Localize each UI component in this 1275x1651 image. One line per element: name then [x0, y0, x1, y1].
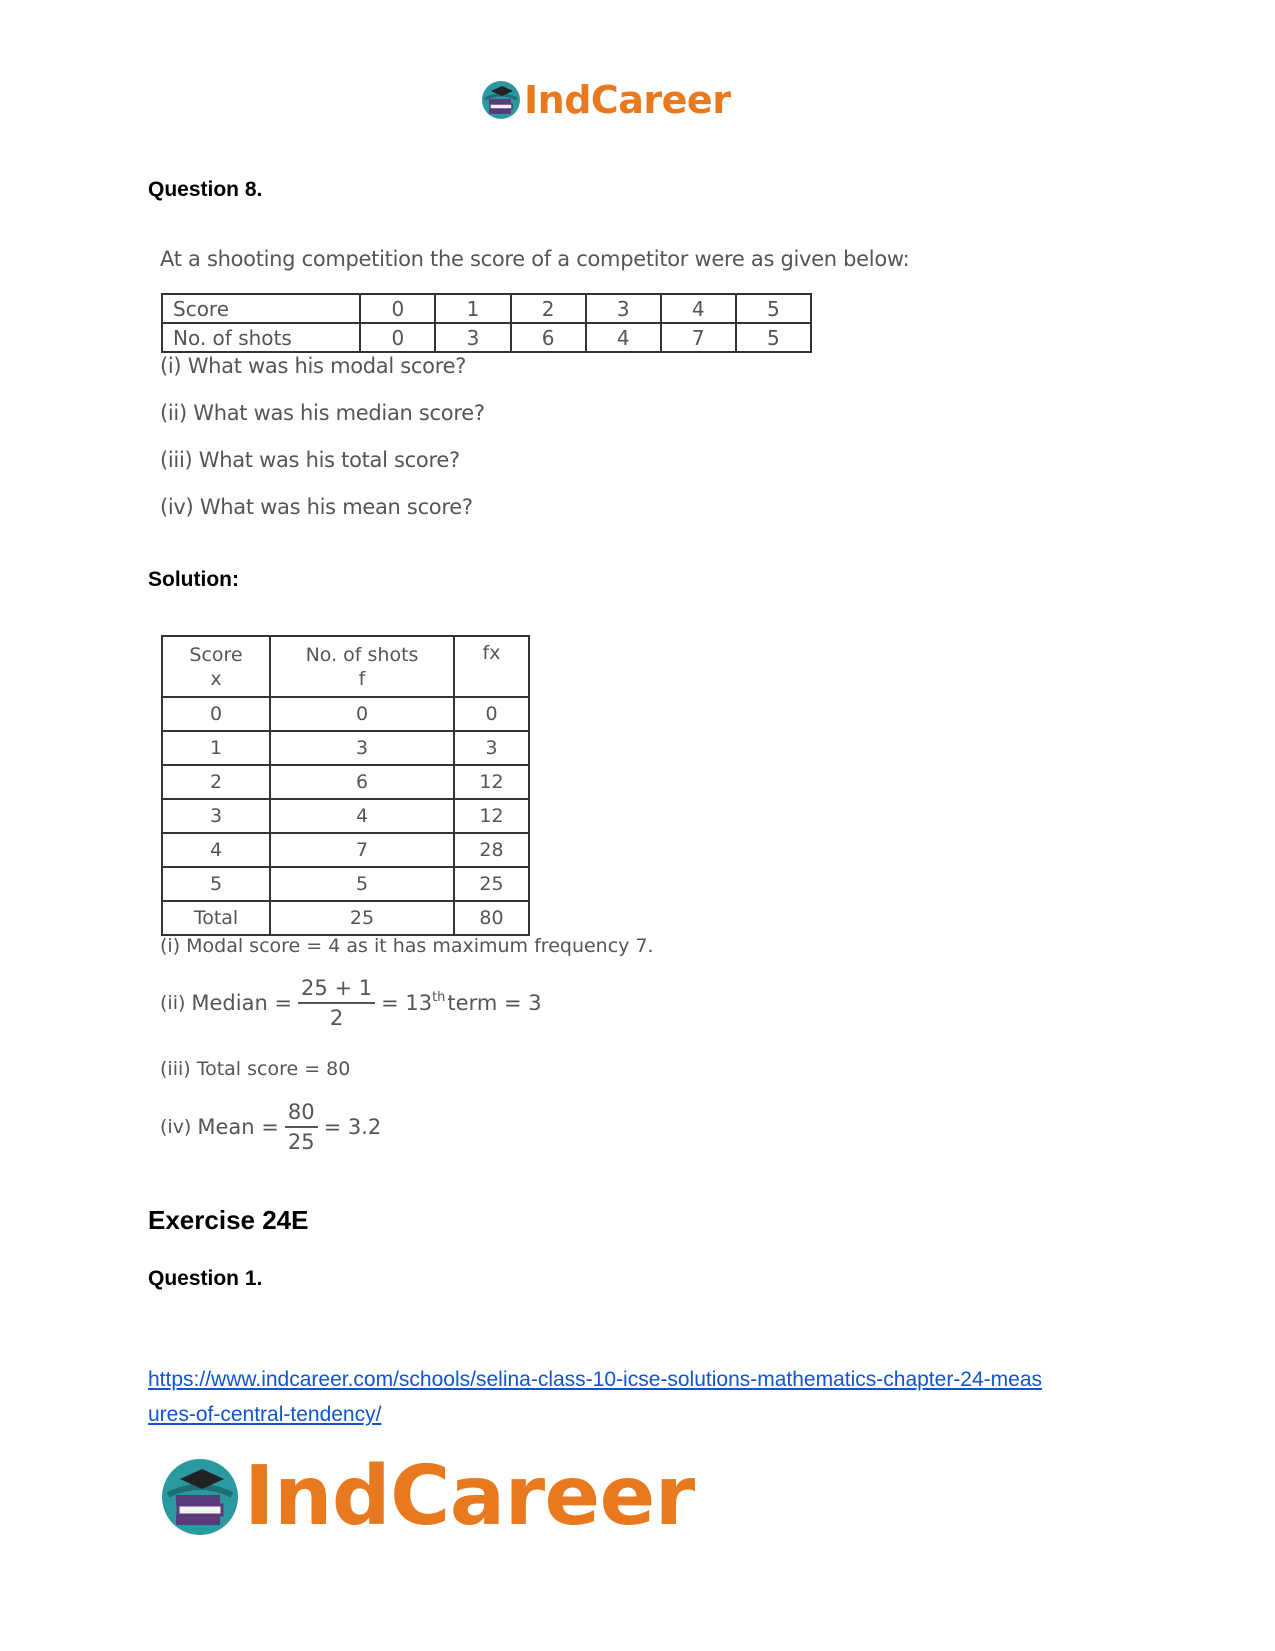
- table-cell: 5: [162, 867, 270, 901]
- solution-table: [161, 635, 530, 936]
- table-cell: 3: [586, 294, 661, 323]
- mean-fraction: [285, 1100, 318, 1154]
- mean-answer: [160, 1100, 381, 1154]
- median-fraction: [298, 976, 375, 1030]
- source-link-line-2[interactable]: ures-of-central-tendency/: [148, 1403, 382, 1426]
- table-row: [162, 731, 529, 765]
- table-cell: 28: [454, 833, 529, 867]
- question-8-title: Question 8.: [148, 178, 263, 201]
- mean-numerator: 80: [285, 1100, 318, 1128]
- table-row: [162, 799, 529, 833]
- table-cell: 5: [736, 294, 811, 323]
- table-row: [162, 867, 529, 901]
- table-cell: 3: [162, 799, 270, 833]
- header-logo-text: IndCareer: [524, 78, 731, 122]
- row-label: No. of shots: [162, 323, 360, 352]
- table-cell: 3: [454, 731, 529, 765]
- footer-logo: [158, 1449, 695, 1544]
- solution-table-header: [162, 636, 529, 697]
- header-fx: [454, 636, 529, 697]
- source-link-line-1[interactable]: https://www.indcareer.com/schools/selina-class-10-icse-solutions-mathematics-chapter-24-meas: [148, 1368, 1043, 1391]
- median-prefix: (ii): [160, 992, 186, 1014]
- header-text: No. of shots: [305, 643, 419, 666]
- table-cell: 0: [360, 294, 435, 323]
- mean-prefix: (iv): [160, 1116, 192, 1138]
- table-cell: 5: [270, 867, 454, 901]
- header-symbol: f: [358, 667, 366, 690]
- footer-logo-text: IndCareer: [244, 1449, 695, 1544]
- median-sup: th: [432, 990, 446, 1005]
- question-1-title: Question 1.: [148, 1267, 263, 1290]
- mean-denominator: 25: [287, 1130, 315, 1154]
- table-cell: 4: [586, 323, 661, 352]
- table-cell: 6: [511, 323, 586, 352]
- table-cell: 1: [162, 731, 270, 765]
- table-cell: 3: [270, 731, 454, 765]
- median-rest: term = 3: [447, 991, 542, 1015]
- median-denominator: 2: [329, 1006, 344, 1030]
- table-cell: 3: [435, 323, 510, 352]
- question-part-iv: (iv) What was his mean score?: [160, 495, 473, 519]
- question-8-intro: At a shooting competition the score of a competitor were as given below:: [160, 247, 910, 271]
- score-table: [161, 293, 812, 353]
- header-logo: [480, 78, 730, 122]
- table-row: [162, 833, 529, 867]
- table-cell: 7: [270, 833, 454, 867]
- total-score-answer: (iii) Total score = 80: [160, 1058, 351, 1080]
- median-eq: = 13: [381, 991, 433, 1015]
- table-cell: 5: [736, 323, 811, 352]
- header-text: fx: [482, 642, 501, 664]
- table-cell: 1: [435, 294, 510, 323]
- row-label: Score: [162, 294, 360, 323]
- table-cell: 0: [270, 697, 454, 731]
- header-shots: [270, 636, 454, 697]
- median-label: Median =: [191, 991, 293, 1015]
- table-cell: 6: [270, 765, 454, 799]
- table-cell: 12: [454, 799, 529, 833]
- table-cell: 25: [270, 901, 454, 935]
- median-answer: [160, 976, 542, 1030]
- table-cell: 7: [661, 323, 736, 352]
- header-text: Score: [189, 643, 243, 666]
- score-row: [162, 294, 811, 323]
- table-cell: 4: [661, 294, 736, 323]
- median-numerator: 25 + 1: [298, 976, 375, 1004]
- table-row: [162, 697, 529, 731]
- question-part-ii: (ii) What was his median score?: [160, 401, 485, 425]
- table-cell: 0: [454, 697, 529, 731]
- question-part-iii: (iii) What was his total score?: [160, 448, 460, 472]
- header-symbol: x: [210, 667, 222, 690]
- table-cell: 2: [162, 765, 270, 799]
- modal-score-answer: (i) Modal score = 4 as it has maximum frequency 7.: [160, 935, 654, 957]
- table-cell: 2: [511, 294, 586, 323]
- table-cell: 4: [270, 799, 454, 833]
- table-cell: 4: [162, 833, 270, 867]
- table-cell: 0: [360, 323, 435, 352]
- table-cell: 12: [454, 765, 529, 799]
- globe-book-icon: [480, 79, 522, 121]
- header-score: [162, 636, 270, 697]
- table-cell: 25: [454, 867, 529, 901]
- table-row: [162, 765, 529, 799]
- globe-book-icon: [158, 1455, 242, 1539]
- mean-label: Mean =: [197, 1115, 279, 1139]
- question-part-i: (i) What was his modal score?: [160, 354, 467, 378]
- table-cell: 80: [454, 901, 529, 935]
- source-link[interactable]: [148, 1362, 1148, 1432]
- solution-title: Solution:: [148, 568, 239, 591]
- table-cell: 0: [162, 697, 270, 731]
- table-cell: Total: [162, 901, 270, 935]
- mean-rest: = 3.2: [323, 1115, 382, 1139]
- table-total-row: [162, 901, 529, 935]
- exercise-title: Exercise 24E: [148, 1205, 309, 1235]
- shots-row: [162, 323, 811, 352]
